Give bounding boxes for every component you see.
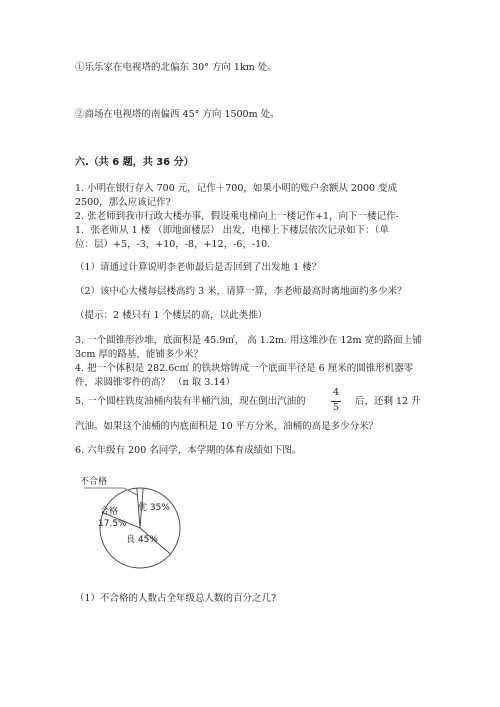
label-excellent: 优 35% xyxy=(138,503,170,513)
q3-line-2: 3cm 厚的路基，能铺多少米？ xyxy=(75,349,203,360)
q1-line-2: 2500，那么应该记作? xyxy=(75,197,171,208)
q2-line-1: 2. 张老师到我市行政大楼办事，假设乘电梯向上一楼记作+1，向下一楼记作- xyxy=(75,211,399,222)
q6-sub-1: （1）不合格的人数占全年级总人数的百分之几? xyxy=(75,593,277,604)
q5-part-2: 后，还剩 12 升 xyxy=(355,396,421,407)
q1-line-1: 1. 小明在银行存入 700 元，记作＋700，如果小明的账户余额从 2000 变成 xyxy=(75,183,398,194)
q2-line-3: 位：层）+5，-3，+10，-8，+12，-6，-10. xyxy=(75,239,271,250)
q4-line-1: 4. 把一个体积是 282.6c㎡ 的铁块熔铸成一个底面半径是 6 厘米的圆锥形机器零 xyxy=(75,363,414,374)
q3-line-1: 3. 一个圆锥形沙堆，底面积是 45.9㎡， 高 1.2m. 用这堆沙在 12m 宽的路面上铺 xyxy=(75,335,422,346)
direction-item-1: ①乐乐家在电视塔的北偏东 30° 方向 1km 处。 xyxy=(75,62,277,73)
q2-hint: （提示：2 楼只有 1 个楼层的高，以此类推） xyxy=(75,310,268,321)
fraction-denominator: 5 xyxy=(332,402,340,413)
q6-text: 6. 六年级有 200 名同学，本学期的体育成绩如下图。 xyxy=(75,445,302,456)
label-pass-pct: 17.5% xyxy=(98,519,127,529)
label-pass-name: 合格 xyxy=(100,507,119,517)
q4-line-2: 件，求圆锥零件的高？ （π 取 3.14） xyxy=(75,377,235,388)
label-fail: 不合格 xyxy=(80,477,108,487)
label-good: 良 45% xyxy=(126,535,158,545)
q5-line-2: 汽油。如果这个油桶的内底面积是 10 平方分米，油桶的高是多少分米？ xyxy=(75,421,379,432)
q2-line-2: 1．张老师从 1 楼 （即地面楼层） 出发，电梯上下楼层依次记录如下：（单 xyxy=(75,225,389,236)
q2-sub-2: （2）该中心大楼每层楼高约 3 米，请算一算，李老师最高时离地面约多少米？ xyxy=(75,286,407,297)
q5-part-1: 5. 一个圆柱铁皮油桶内装有半桶汽油，现在倒出汽油的 xyxy=(75,396,306,407)
q2-sub-1: （1）请通过计算说明李老师最后是否回到了出发地 1 楼？ xyxy=(75,262,322,273)
fraction-numerator: 4 xyxy=(332,387,340,398)
section-title: 六.（共 6 题，共 36 分） xyxy=(75,157,194,168)
direction-item-2: ②商场在电视塔的南偏西 45° 方向 1500m 处。 xyxy=(75,109,280,120)
pie-chart xyxy=(80,470,200,580)
